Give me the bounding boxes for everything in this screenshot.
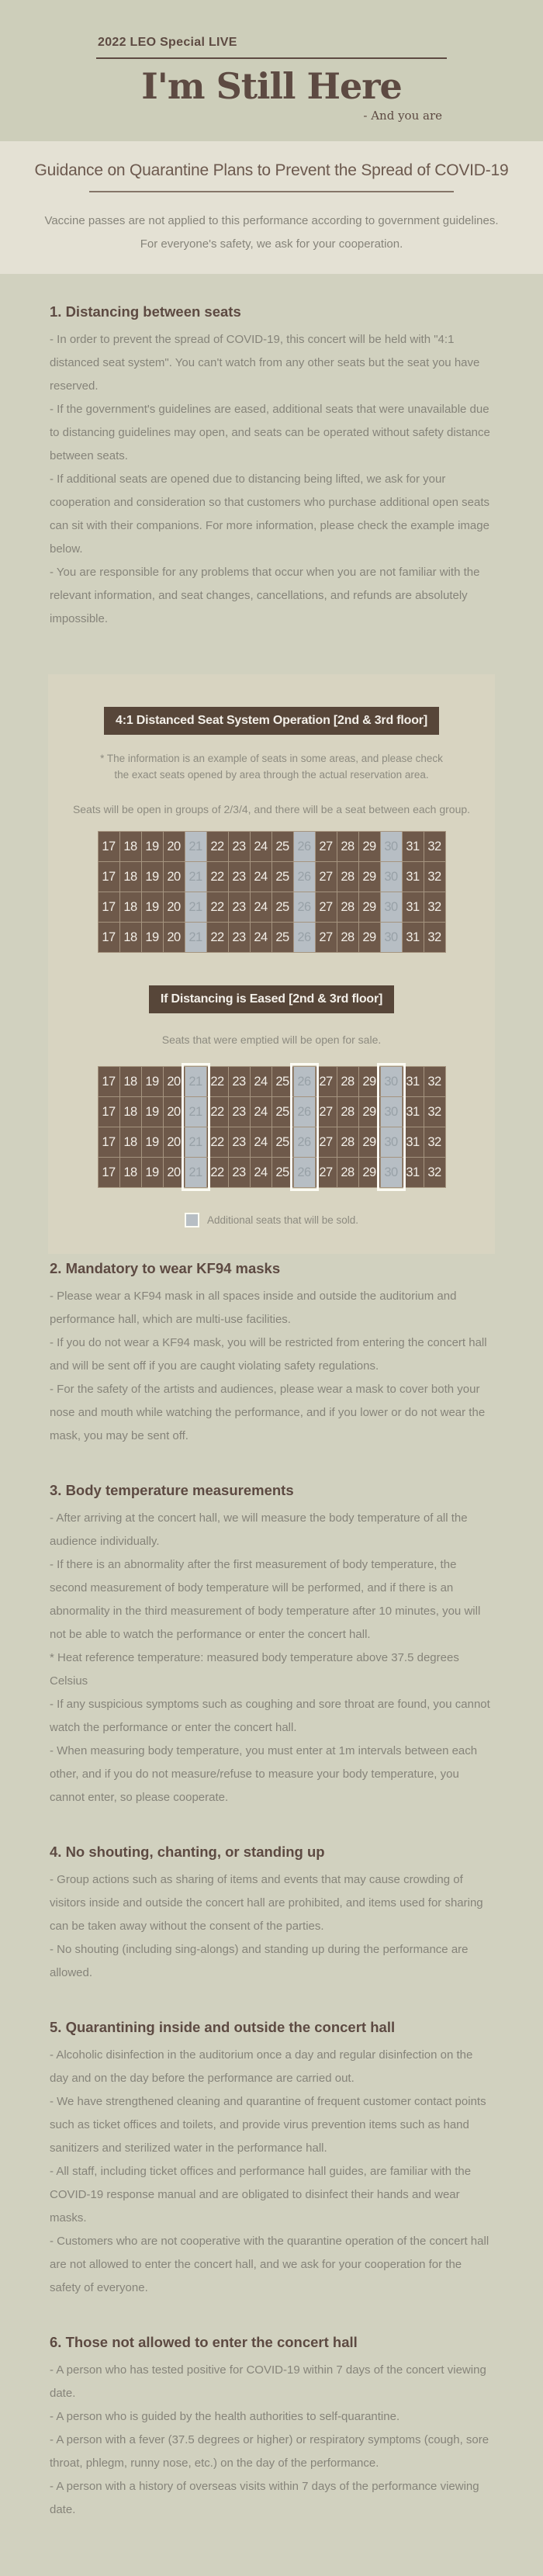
seat-24: 24	[251, 862, 272, 892]
seat-18: 18	[120, 832, 141, 861]
seat-18: 18	[120, 1067, 141, 1096]
section-paragraph: - A person who is guided by the health authorities to self-quarantine.	[50, 2410, 400, 2423]
seat-column-27	[316, 1067, 337, 1187]
seat-31: 31	[403, 892, 424, 922]
seat-28: 28	[337, 1097, 358, 1127]
seat-23: 23	[229, 1127, 250, 1157]
guideline-section	[50, 1482, 493, 1809]
seat-column-22	[207, 832, 228, 952]
seat-column-19	[142, 832, 163, 952]
seat-20: 20	[164, 1158, 185, 1187]
seat-20: 20	[164, 923, 185, 952]
section-paragraph: - A person with a fever (37.5 degrees or higher) or respiratory symptoms (cough, sore throat, phlegm, runny nose, etc.) on the day of the performance.	[50, 2433, 489, 2470]
section-paragraph: - If any suspicious symptoms such as coughing and sore throat are found, you cannot watch the performance or enter the concert hall.	[50, 1698, 490, 1734]
seat-28: 28	[337, 923, 358, 952]
seat-22: 22	[207, 892, 228, 922]
seat-30: 30	[381, 923, 402, 952]
seat-column-31	[403, 1067, 424, 1187]
seat-26: 26	[294, 832, 315, 861]
seat-18: 18	[120, 1158, 141, 1187]
seat-24: 24	[251, 832, 272, 861]
section-paragraph: - If there is an abnormality after the first measurement of body temperature, the second measurement of body temperature will be performed, and if there is an abnormality in the third measurement of body temperature after 10 minutes, you will not be able to watch the performance or enter the concert hall.	[50, 1558, 481, 1641]
seat-23: 23	[229, 892, 250, 922]
seat-30: 30	[381, 1127, 402, 1157]
seat-32: 32	[424, 1097, 445, 1127]
seat-column-18	[120, 1067, 141, 1187]
seat-column-24	[251, 1067, 272, 1187]
guideline-section	[50, 303, 493, 631]
section-heading: 2. Mandatory to wear KF94 masks	[50, 1260, 281, 1276]
seat-23: 23	[229, 832, 250, 861]
seat-17: 17	[99, 923, 119, 952]
seat-31: 31	[403, 1158, 424, 1187]
seat-20: 20	[164, 1097, 185, 1127]
seat-column-19	[142, 1067, 163, 1187]
section-heading: 6. Those not allowed to enter the concert hall	[50, 2334, 358, 2350]
seat-26: 26	[294, 1097, 315, 1127]
seat-column-30	[381, 1067, 402, 1187]
seat-column-21	[185, 832, 206, 952]
seat-29: 29	[359, 892, 380, 922]
seat-21: 21	[185, 923, 206, 952]
seat-30: 30	[381, 832, 402, 861]
header-divider	[96, 57, 447, 59]
section-slot-rest	[50, 1260, 493, 2522]
seat-26: 26	[294, 923, 315, 952]
seat-20: 20	[164, 832, 185, 861]
seat-31: 31	[403, 1097, 424, 1127]
seat-column-31	[403, 832, 424, 952]
seat-column-28	[337, 1067, 358, 1187]
seat-26: 26	[294, 892, 315, 922]
seat-20: 20	[164, 1067, 185, 1096]
seat-column-26	[294, 1067, 315, 1187]
section-heading: 3. Body temperature measurements	[50, 1482, 294, 1498]
seat-25: 25	[272, 1097, 293, 1127]
distanced-seat-grid	[99, 832, 445, 952]
guidance-title-underline	[89, 191, 454, 192]
seat-26: 26	[294, 1067, 315, 1096]
seat-28: 28	[337, 1067, 358, 1096]
distancing-eased-bar: If Distancing is Eased [2nd & 3rd floor]	[149, 985, 394, 1013]
seat-19: 19	[142, 892, 163, 922]
seat-19: 19	[142, 1067, 163, 1096]
seat-22: 22	[207, 1067, 228, 1096]
seat-18: 18	[120, 862, 141, 892]
seat-21: 21	[185, 1158, 206, 1187]
seat-23: 23	[229, 1097, 250, 1127]
seat-29: 29	[359, 1158, 380, 1187]
seat-27: 27	[316, 923, 337, 952]
seat-29: 29	[359, 832, 380, 861]
seat-17: 17	[99, 1067, 119, 1096]
guideline-section	[50, 2334, 493, 2522]
guideline-section	[50, 1844, 493, 1985]
eased-seat-grid	[99, 1067, 445, 1187]
seat-21: 21	[185, 832, 206, 861]
eased-block	[67, 953, 476, 1188]
seat-column-22	[207, 1067, 228, 1187]
seat-19: 19	[142, 1127, 163, 1157]
seat-column-17	[99, 832, 119, 952]
seat-column-17	[99, 1067, 119, 1187]
seat-31: 31	[403, 862, 424, 892]
seat-31: 31	[403, 832, 424, 861]
distanced-seat-system-bar: 4:1 Distanced Seat System Operation [2nd & 3rd floor]	[104, 707, 439, 735]
seat-31: 31	[403, 1067, 424, 1096]
seat-22: 22	[207, 1158, 228, 1187]
guideline-section	[50, 1260, 493, 1448]
seat-19: 19	[142, 862, 163, 892]
seat-27: 27	[316, 1158, 337, 1187]
section-paragraph: - Group actions such as sharing of items and events that may cause crowding of visitors inside and outside the concert hall are prohibited, and items used for sharing can be taken away without the consent of the parties.	[50, 1873, 483, 1933]
seat-21: 21	[185, 1097, 206, 1127]
seat-25: 25	[272, 1127, 293, 1157]
page-header	[0, 0, 543, 141]
event-tagline: - And you are	[363, 109, 442, 123]
distanced-seat-grid-wrap	[98, 831, 446, 953]
seat-32: 32	[424, 1158, 445, 1187]
seat-27: 27	[316, 1127, 337, 1157]
seat-26: 26	[294, 1158, 315, 1187]
seat-17: 17	[99, 1158, 119, 1187]
seat-31: 31	[403, 923, 424, 952]
seat-29: 29	[359, 1097, 380, 1127]
seat-column-29	[359, 832, 380, 952]
seat-30: 30	[381, 1158, 402, 1187]
seat-25: 25	[272, 1158, 293, 1187]
seat-29: 29	[359, 923, 380, 952]
section-paragraph: - In order to prevent the spread of COVID-19, this concert will be held with "4:1 distanced seat system". You can't watch from any other seats but the seat you have reserved.	[50, 333, 480, 393]
seat-24: 24	[251, 892, 272, 922]
seat-18: 18	[120, 892, 141, 922]
seat-25: 25	[272, 1067, 293, 1096]
seat-31: 31	[403, 1127, 424, 1157]
seat-21: 21	[185, 1067, 206, 1096]
seat-17: 17	[99, 832, 119, 861]
seat-26: 26	[294, 862, 315, 892]
seat-32: 32	[424, 1067, 445, 1096]
seat-22: 22	[207, 1127, 228, 1157]
seat-18: 18	[120, 1097, 141, 1127]
seat-19: 19	[142, 1158, 163, 1187]
seat-26: 26	[294, 1127, 315, 1157]
seat-30: 30	[381, 862, 402, 892]
seat-24: 24	[251, 1158, 272, 1187]
seat-21: 21	[185, 1127, 206, 1157]
seat-24: 24	[251, 923, 272, 952]
seat-23: 23	[229, 862, 250, 892]
section-paragraph: - If additional seats are opened due to distancing being lifted, we ask for your cooperation and consideration so that customers who purchase additional open seats can sit with their companions. For more information, please check the example image below.	[50, 473, 490, 556]
seat-25: 25	[272, 862, 293, 892]
seat-28: 28	[337, 1127, 358, 1157]
section-paragraph: - No shouting (including sing-alongs) and standing up during the performance are allowed.	[50, 1943, 469, 1979]
seat-22: 22	[207, 832, 228, 861]
section-paragraph: - Please wear a KF94 mask in all spaces inside and outside the auditorium and performance hall, which are multi-use facilities.	[50, 1290, 457, 1326]
seat-17: 17	[99, 1097, 119, 1127]
section-paragraph: - Customers who are not cooperative with the quarantine operation of the concert hall are not allowed to enter the concert hall, and we ask for your cooperation for the safety of everyone.	[50, 2235, 489, 2294]
seat-28: 28	[337, 832, 358, 861]
event-brand: 2022 LEO Special LIVE	[98, 36, 237, 49]
seat-17: 17	[99, 862, 119, 892]
eased-caption: Seats that were emptied will be open for sale.	[161, 1034, 382, 1046]
guidance-note: Vaccine passes are not applied to this performance according to government guidelines.	[44, 214, 499, 227]
seat-column-21	[185, 1067, 206, 1187]
seat-28: 28	[337, 862, 358, 892]
seat-27: 27	[316, 862, 337, 892]
seat-groups-caption: Seats will be open in groups of 2/3/4, and there will be a seat between each group.	[72, 803, 471, 815]
seat-column-23	[229, 1067, 250, 1187]
section-slot-first	[50, 303, 493, 631]
seat-20: 20	[164, 1127, 185, 1157]
seat-column-32	[424, 832, 445, 952]
seat-32: 32	[424, 923, 445, 952]
seat-20: 20	[164, 892, 185, 922]
seat-column-25	[272, 832, 293, 952]
seat-19: 19	[142, 832, 163, 861]
seat-32: 32	[424, 1127, 445, 1157]
guidance-title: Guidance on Quarantine Plans to Prevent the Spread of COVID-19	[34, 161, 509, 179]
guideline-section	[50, 2019, 493, 2300]
seat-column-23	[229, 832, 250, 952]
seat-32: 32	[424, 892, 445, 922]
seat-23: 23	[229, 923, 250, 952]
seat-24: 24	[251, 1067, 272, 1096]
guidance-intro	[0, 141, 543, 274]
section-paragraph: - We have strengthened cleaning and quarantine of frequent customer contact points such as ticket offices and toilets, and provide virus prevention items such as hand sanitizers and sterilized water in the performance hall.	[50, 2095, 486, 2155]
seat-column-18	[120, 832, 141, 952]
seat-23: 23	[229, 1067, 250, 1096]
seat-21: 21	[185, 862, 206, 892]
seat-18: 18	[120, 923, 141, 952]
seat-column-32	[424, 1067, 445, 1187]
seat-29: 29	[359, 862, 380, 892]
seat-27: 27	[316, 892, 337, 922]
seat-17: 17	[99, 1127, 119, 1157]
seat-27: 27	[316, 1067, 337, 1096]
seat-29: 29	[359, 1067, 380, 1096]
seat-28: 28	[337, 892, 358, 922]
event-title: I'm Still Here	[141, 65, 402, 107]
seat-column-28	[337, 832, 358, 952]
seat-example-card	[48, 674, 495, 1254]
section-heading: 5. Quarantining inside and outside the concert hall	[50, 2019, 396, 2035]
header-inner	[96, 36, 447, 123]
seat-18: 18	[120, 1127, 141, 1157]
seat-column-24	[251, 832, 272, 952]
seat-example-note: * The information is an example of seats in some areas, and please check the exact seats opened by area through the actual reservation area.	[100, 753, 443, 781]
seat-25: 25	[272, 923, 293, 952]
legend-label: Additional seats that will be sold.	[206, 1214, 359, 1226]
seat-column-30	[381, 832, 402, 952]
section-paragraph: - If the government's guidelines are eased, additional seats that were unavailable due to distancing guidelines may open, and seats can be operated without safety distance between seats.	[50, 403, 490, 462]
section-paragraph: - A person with a history of overseas visits within 7 days of the performance viewing date.	[50, 2480, 479, 2516]
seat-20: 20	[164, 862, 185, 892]
seat-30: 30	[381, 892, 402, 922]
section-paragraph: - For the safety of the artists and audiences, please wear a mask to cover both your nose and mouth while watching the performance, and if you lower or do not wear the mask, you may be sent off.	[50, 1383, 486, 1442]
seat-29: 29	[359, 1127, 380, 1157]
seat-22: 22	[207, 1097, 228, 1127]
guidelines-body	[0, 274, 543, 2576]
section-paragraph: - You are responsible for any problems that occur when you are not familiar with the relevant information, and seat changes, cancellations, and refunds are absolutely impossible.	[50, 566, 480, 625]
seat-25: 25	[272, 832, 293, 861]
seat-column-20	[164, 832, 185, 952]
seat-22: 22	[207, 862, 228, 892]
seat-column-26	[294, 832, 315, 952]
section-heading: 4. No shouting, chanting, or standing up	[50, 1844, 325, 1860]
section-paragraph: - When measuring body temperature, you must enter at 1m intervals between each other, and if you do not measure/refuse to measure your body temperature, you cannot enter, so please cooperate.	[50, 1744, 478, 1804]
section-paragraph: * Heat reference temperature: measured body temperature above 37.5 degrees Celsius	[50, 1651, 459, 1688]
section-paragraph: - All staff, including ticket offices and performance hall guides, are familiar with the COVID-19 response manual and are obligated to disinfect their hands and wear masks.	[50, 2165, 472, 2225]
section-paragraph: - After arriving at the concert hall, we will measure the body temperature of all the audience individually.	[50, 1511, 468, 1548]
seat-column-27	[316, 832, 337, 952]
section-paragraph: - Alcoholic disinfection in the auditorium once a day and regular disinfection on the day and on the day before the performance are carried out.	[50, 2048, 473, 2085]
seat-30: 30	[381, 1097, 402, 1127]
seat-24: 24	[251, 1097, 272, 1127]
open-seat-swatch	[185, 1213, 199, 1227]
seat-22: 22	[207, 923, 228, 952]
seat-24: 24	[251, 1127, 272, 1157]
seat-28: 28	[337, 1158, 358, 1187]
seat-column-29	[359, 1067, 380, 1187]
guidance-note: For everyone's safety, we ask for your cooperation.	[140, 237, 403, 251]
seat-32: 32	[424, 832, 445, 861]
seat-23: 23	[229, 1158, 250, 1187]
eased-seat-grid-wrap	[98, 1066, 446, 1188]
seat-column-25	[272, 1067, 293, 1187]
seat-27: 27	[316, 1097, 337, 1127]
seat-27: 27	[316, 832, 337, 861]
seat-column-20	[164, 1067, 185, 1187]
section-paragraph: - A person who has tested positive for COVID-19 within 7 days of the concert viewing date.	[50, 2363, 486, 2400]
section-heading: 1. Distancing between seats	[50, 303, 241, 320]
section-paragraph: - If you do not wear a KF94 mask, you will be restricted from entering the concert hall and will be sent off if you are caught violating safety regulations.	[50, 1336, 487, 1373]
seat-30: 30	[381, 1067, 402, 1096]
seat-21: 21	[185, 892, 206, 922]
seat-legend	[67, 1213, 476, 1227]
seat-19: 19	[142, 923, 163, 952]
seat-32: 32	[424, 862, 445, 892]
seat-19: 19	[142, 1097, 163, 1127]
seat-17: 17	[99, 892, 119, 922]
seat-25: 25	[272, 892, 293, 922]
